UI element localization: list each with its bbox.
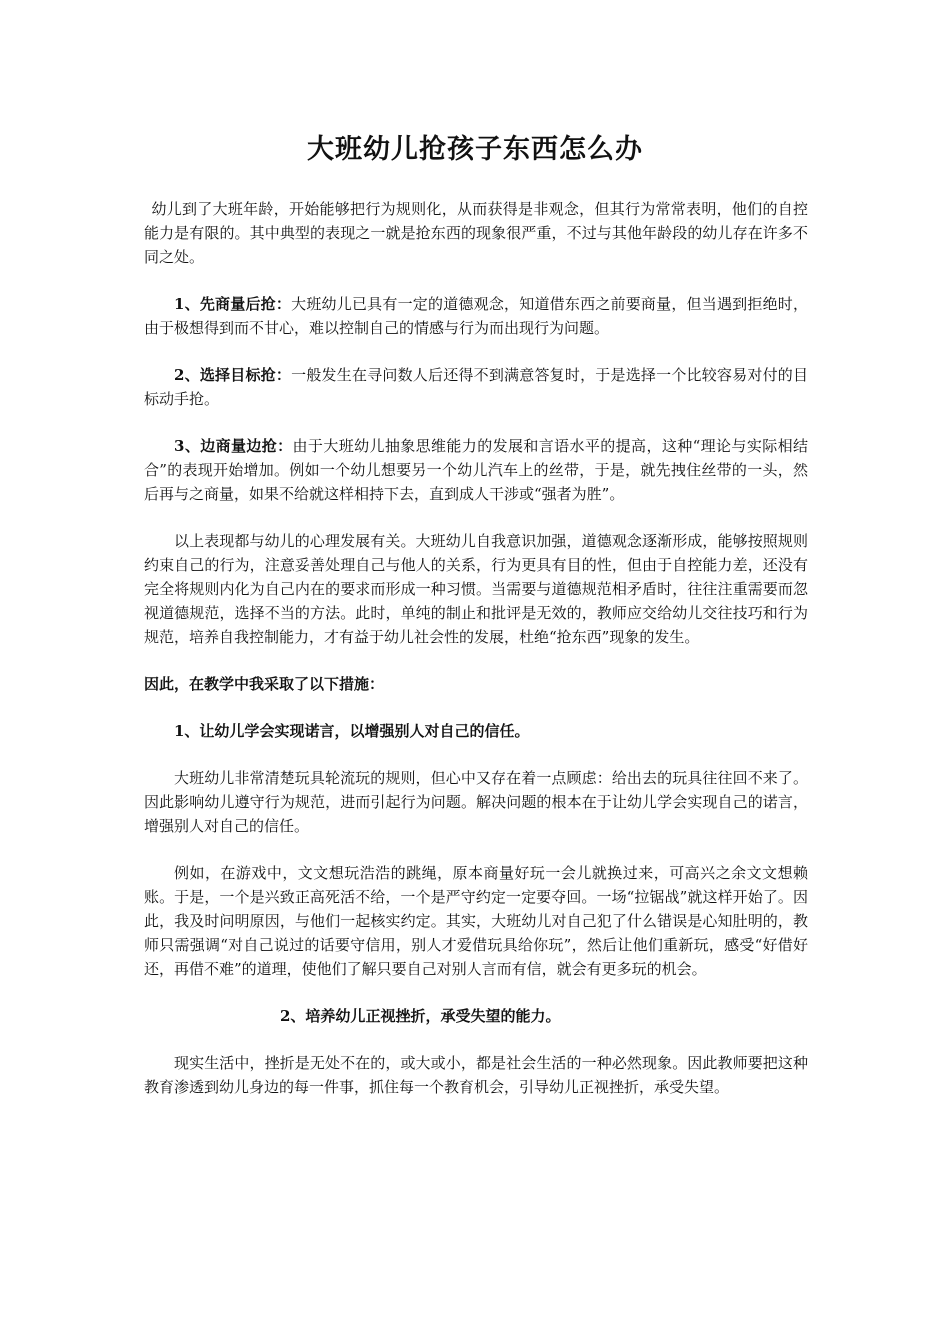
analysis-paragraph: 以上表现都与幼儿的心理发展有关。大班幼儿自我意识加强，道德观念逐渐形成，能够按照规则约束自己的行为，注意妥善处理自己与他人的关系，行为更具有目的性，但由于自控能力差，还没有完全将规则内化为自己内在的要求而形成一种习惯。当需要与道德规范相矛盾时，往往注重需要而忽视道德规范，选择不当的方法。此时，单纯的制止和批评是无效的，教师应交给幼儿交往技巧和行为规范，培养自我控制能力，才有益于幼儿社会性的发展，杜绝“抢东西”现象的发生。 <box>144 532 808 646</box>
intro-paragraph: 幼儿到了大班年龄，开始能够把行为规则化，从而获得是非观念，但其行为常常表明，他们的自控能力是有限的。其中典型的表现之一就是抢东西的现象很严重，不过与其他年龄段的幼儿存在许多不同之处。 <box>144 200 808 266</box>
document-body <box>144 197 808 1122</box>
measure-1-paragraph-1: 大班幼儿非常清楚玩具轮流玩的规则，但心中又存在着一点顾虑：给出去的玩具往往回不来了。因此影响幼儿遵守行为规范，进而引起行为问题。解决问题的根本在于让幼儿学会实现自己的诺言，增强别人对自己的信任。 <box>144 769 808 835</box>
type-label-1: 1、先商量后抢： <box>174 295 292 313</box>
type-label-3: 3、边商量边抢： <box>174 437 293 455</box>
type-paragraph-1 <box>144 292 808 340</box>
measure-1-paragraph-2: 例如，在游戏中，文文想玩浩浩的跳绳，原本商量好玩一会儿就换过来，可高兴之余文文想赖账。于是，一个是兴致正高死活不给，一个是严守约定一定要夺回。一场“拉锯战”就这样开始了。因此，我及时问明原因，与他们一起核实约定。其实，大班幼儿对自己犯了什么错误是心知肚明的，教师只需强调“对自己说过的话要守信用，别人才爱借玩具给你玩”，然后让他们重新玩，感受“好借好还，再借不难”的道理，使他们了解只要自己对别人言而有信，就会有更多玩的机会。 <box>144 864 808 978</box>
type-paragraph-2 <box>144 363 808 411</box>
type-text-2: 一般发生在寻问数人后还得不到满意答复时，于是选择一个比较容易对付的目标动手抢。 <box>144 366 808 408</box>
measure-1-heading: 1、让幼儿学会实现诺言，以增强别人对自己的信任。 <box>174 722 530 740</box>
type-text-1: 大班幼儿已具有一定的道德观念，知道借东西之前要商量，但当遇到拒绝时，由于极想得到而不甘心，难以控制自己的情感与行为而出现行为问题。 <box>144 295 808 337</box>
measure-2-paragraph-1: 现实生活中，挫折是无处不在的，或大或小，都是社会生活的一种必然现象。因此教师要把这种教育渗透到幼儿身边的每一件事，抓住每一个教育机会，引导幼儿正视挫折，承受失望。 <box>144 1054 808 1096</box>
document-title: 大班幼儿抢孩子东西怎么办 <box>307 134 643 165</box>
measures-heading: 因此，在教学中我采取了以下措施： <box>144 675 385 693</box>
type-paragraph-3 <box>144 434 808 506</box>
measure-2-heading: 2、培养幼儿正视挫折，承受失望的能力。 <box>280 1007 561 1025</box>
type-text-3: 由于大班幼儿抽象思维能力的发展和言语水平的提高，这种“理论与实际相结合”的表现开始增加。例如一个幼儿想要另一个幼儿汽车上的丝带，于是，就先拽住丝带的一头，然后再与之商量，如果不给就这样相持下去，直到成人干涉或“强者为胜”。 <box>144 437 808 503</box>
type-label-2: 2、选择目标抢： <box>174 366 292 384</box>
